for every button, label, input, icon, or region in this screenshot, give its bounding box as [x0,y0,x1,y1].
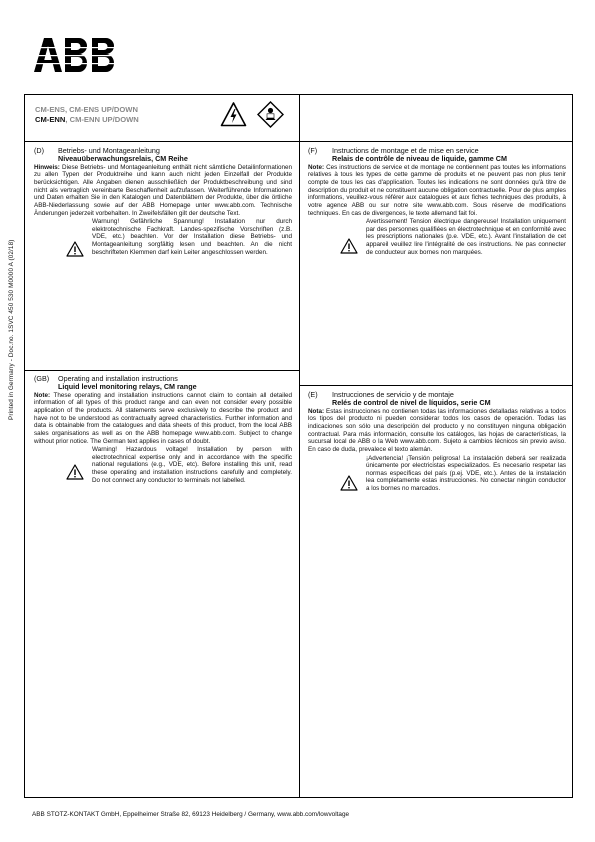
abb-logo [32,34,122,74]
warning-icon [340,238,358,254]
warning-icon [66,241,84,257]
divider-gb-top [24,370,300,371]
section-subtitle-fr: Relais de contrôle de niveau de liquide, gamme CM [332,154,507,164]
section-title-gb: Operating and installation instructions [58,374,178,383]
model-line-2-rest: , CM-ENN UP/DOWN [65,115,139,124]
section-body-gb: Note: These operating and installation instructions cannot claim to contain all detailed information of all types of this product range and can even not consider every possible application of the products. All statements serve exclusively to describe the product and have not to be understood as contractually agreed characteristics. Further information and data is obtainable from the catalogues and data sheets of this product, from the local ABB sales organisations as well as on the ABB homepage www.abb.com. Subject to change without prior notice. The German text applies in cases of doubt. [34,391,292,445]
section-body-de: Hinweis: Diese Betriebs- und Montageanleitung enthält nicht sämtliche Detailinformationen zu allen Typen der Produktreihe und kann auch nicht jeden Einzelfall der Produkte berücksichtigen. Alle Angaben dienen ausschließlich der Produktbeschreibung und sind nicht als vertraglich vereinbarte Beschaffenheit aufzufassen. Weiterführende Informationen und Daten erhalten Sie in den Katalogen und Datenblättern der Produkte, über die örtliche ABB-Niederlassung sowie auf der ABB Homepage unter www.abb.com. Technische Änderungen jederzeit vorbehalten. In Zweifelsfällen gilt der deutsche Text. [34,163,292,217]
warning-icon [340,475,358,491]
section-warning-gb: Warning! Hazardous voltage! Installation by person with electrotechnical expertise only and in accordance with the specific national regulations (e.g., VDE, etc). Before installing this unit, read these operating and installation instructions carefully and completely. Do not connect any conductor to terminals not labelled. [92,446,292,484]
section-warning-es: ¡Advertencia! ¡Tensión peligrosa! La instalación deberá ser realizada únicamente por electricistas especializados. Es necesario respetar las normas específicas del país (p.ej. VDE, etc.). Antes de la instalación lea completamente estas instrucciones. No conectar ningún conductor a los bornes no marcados. [366,454,566,493]
section-title-fr: Instructions de montage et de mise en service [332,146,479,155]
section-body-es: Nota: Estas instrucciones no contienen todas las informaciones detalladas relativas a todos los tipos del producto ni pueden considerar todos los casos de operación. Todas las indicaciones son sólo una descripción del producto y no constituyen ninguna obligación contractual. Para más información, consulte los catálogos, las hojas de características, la sucursal local de ABB o la Web www.abb.com. Sujeto a cambios técnicos sin previo aviso. En caso de duda, prevalece el texto alemán. [308,407,566,453]
model-line-2-active: CM-ENN [35,115,66,124]
section-code-de: (D) [34,146,44,155]
section-title-de: Betriebs- und Montageanleitung [58,146,160,155]
section-code-es: (E) [308,390,318,399]
section-code-gb: (GB) [34,374,50,383]
section-warning-fr: Avertissement! Tension électrique dangereuse! Installation uniquement par des personnes qualifiées en électrotechnique et en conformité avec les prescriptions nationales (p.e. VDE, etc.). Avant l'installation de cet appareil veuillez lire l'intégralité de ces instructions. Ne pas connecter de conducteur aux bornes non marquées. [366,218,566,256]
section-subtitle-es: Relés de control de nivel de líquidos, serie CM [332,398,491,408]
section-subtitle-de: Niveauüberwachungsrelais, CM Reihe [58,154,188,164]
section-body-fr: Note: Ces instructions de service et de montage ne contiennent pas toutes les informations relatives à tous les types de cette gamme de produits et ne peuvent pas non plus tenir compte de tous les cas d'application. Toutes les indications ne sont données qu'à titre de description du produit et ne constituent aucune obligation contractuelle. Pour de plus amples informations, veuillez-vous référer aux catalogues et aux fiches techniques des produits, à votre agence ABB ou sur notre site www.abb.com. Sous réserve de modifications techniques. En cas de divergences, le texte allemand fait foi. [308,163,566,217]
warning-icon [66,464,84,480]
divider-fr-top [299,141,573,142]
section-es [308,391,566,493]
footer-address: ABB STOTZ-KONTAKT GmbH, Eppelheimer Straße 82, 69123 Heidelberg / Germany, www.abb.com/lowvoltage [32,811,350,818]
section-warning-de: Warnung! Gefährliche Spannung! Installation nur durch elektrotechnische Fachkraft. Landes-spezifische Vorschriften (z.B. VDE, etc.) beachten. Vor der Installation diese Betriebs- und Montageanleitung sorgfältig lesen und beachten. An die nicht beschrifteten Klemmen darf kein Leiter angeschlossen werden. [92,218,292,256]
model-list [35,105,139,125]
divider-es-top [299,385,573,386]
section-title-es: Instrucciones de servicio y de montaje [332,390,454,399]
column-divider [299,94,300,798]
model-line-1: CM-ENS, CM-ENS UP/DOWN [35,105,138,114]
section-de [34,147,292,256]
section-code-fr: (F) [308,146,318,155]
divider-de-top [24,141,300,142]
read-manual-icon [257,101,284,128]
section-subtitle-gb: Liquid level monitoring relays, CM range [58,382,197,392]
section-gb [34,375,292,484]
warning-icon [220,101,247,128]
section-fr [308,147,566,256]
